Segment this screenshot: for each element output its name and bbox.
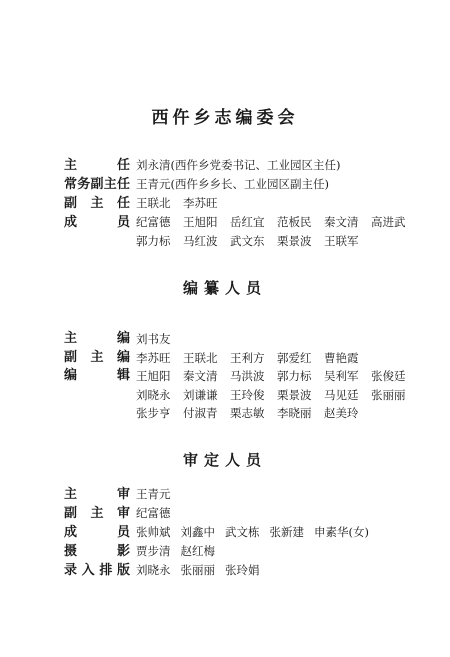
committee-name-list	[136, 213, 424, 251]
person-name: 张帅斌	[136, 525, 171, 539]
editors-role-label: 编 辑	[64, 368, 130, 383]
editors-title: 编纂人员	[182, 279, 267, 297]
person-name: 刘鑫中	[180, 525, 215, 539]
person-name: 贾步清	[136, 544, 171, 558]
person-name: 赵红梅	[180, 544, 215, 558]
person-name: 栗景波	[277, 387, 312, 402]
person-name: 张玲娟	[225, 563, 260, 577]
committee-section	[64, 156, 424, 251]
person-name: 郭力标	[277, 369, 312, 383]
editors-section	[64, 330, 424, 423]
reviewers-role-label: 摄 影	[64, 544, 130, 559]
editors-row	[64, 367, 424, 423]
person-name: 王玲俊	[230, 387, 265, 402]
reviewers-name-list	[136, 561, 424, 580]
reviewers-role-label: 录 入 排 版	[64, 563, 130, 578]
person-name: 纪富德	[136, 215, 171, 229]
person-name: 马洪波	[230, 369, 265, 383]
person-name: 李苏旺	[136, 350, 171, 365]
person-name: 张步亨	[136, 406, 171, 420]
committee-row	[64, 194, 424, 213]
person-name: 栗志敏	[230, 406, 265, 420]
reviewers-row	[64, 542, 424, 561]
committee-title: 西仵乡志编委会	[151, 108, 299, 128]
person-name: 张丽丽	[371, 387, 406, 402]
person-name: 申素华(女)	[314, 525, 369, 539]
person-name: 付淑青	[183, 406, 218, 420]
person-name: 王联军	[324, 234, 359, 248]
reviewers-name-list	[136, 504, 424, 523]
person-name: 范板民	[277, 215, 312, 229]
reviewers-name-list	[136, 542, 424, 561]
person-name: 高进武	[371, 215, 406, 229]
committee-role-label: 成 员	[64, 215, 130, 230]
committee-role-description: 刘永清(西仵乡党委书记、工业园区主任)	[136, 158, 341, 172]
person-name: 李苏旺	[183, 196, 218, 210]
committee-role-label: 副 主 任	[64, 196, 130, 211]
person-name: 秦文清	[324, 215, 359, 229]
person-name: 马见廷	[324, 387, 359, 402]
person-name: 王旭阳	[183, 215, 218, 229]
person-name: 马红波	[183, 234, 218, 248]
reviewers-row	[64, 504, 424, 523]
reviewers-role-label: 副 主 审	[64, 506, 130, 521]
editors-role-label: 副 主 编	[64, 349, 130, 365]
person-name: 王青元	[136, 487, 171, 501]
editors-row	[64, 330, 424, 349]
person-name: 岳红宜	[230, 215, 265, 229]
editors-row	[64, 349, 424, 368]
reviewers-role-label: 主 审	[64, 487, 130, 502]
person-name: 刘书友	[136, 332, 171, 346]
person-name: 王联北	[183, 350, 218, 365]
person-name: 赵美玲	[324, 406, 359, 420]
reviewers-section	[64, 485, 424, 580]
committee-name-list	[136, 194, 424, 213]
person-name: 武文东	[230, 234, 265, 248]
person-name: 秦文清	[183, 369, 218, 383]
editors-name-list	[136, 349, 424, 368]
committee-role-description: 王青元(西仵乡乡长、工业园区副主任)	[136, 177, 329, 191]
reviewers-row	[64, 523, 424, 542]
editors-name-list	[136, 367, 424, 423]
person-name: 武文栋	[225, 525, 260, 539]
committee-row	[64, 213, 424, 251]
reviewers-name-list	[136, 523, 424, 542]
person-name: 李晓丽	[277, 406, 312, 420]
editors-role-label: 主 编	[64, 331, 130, 346]
reviewers-row	[64, 561, 424, 580]
person-name: 纪富德	[136, 506, 171, 520]
reviewers-row	[64, 485, 424, 504]
committee-row	[64, 175, 424, 194]
person-name: 郭爱红	[277, 350, 312, 365]
person-name: 曹艳霞	[324, 350, 359, 365]
person-name: 郭力标	[136, 234, 171, 248]
committee-row	[64, 156, 424, 175]
person-name: 吴利军	[324, 369, 359, 383]
editors-name-list	[136, 330, 424, 349]
person-name: 王联北	[136, 196, 171, 210]
reviewers-name-list	[136, 485, 424, 504]
reviewers-role-label: 成 员	[64, 525, 130, 540]
person-name: 刘晓永	[136, 387, 171, 402]
committee-role-label: 常 务 副 主 任	[64, 177, 130, 192]
person-name: 张俊廷	[371, 369, 406, 383]
person-name: 张新建	[269, 525, 304, 539]
person-name: 张丽丽	[180, 563, 215, 577]
reviewers-title: 审定人员	[182, 451, 267, 469]
person-name: 刘谦谦	[183, 387, 218, 402]
person-name: 王旭阳	[136, 369, 171, 383]
committee-role-label: 主 任	[64, 158, 130, 173]
person-name: 王利方	[230, 350, 265, 365]
person-name: 栗景波	[277, 234, 312, 248]
person-name: 刘晓永	[136, 563, 171, 577]
